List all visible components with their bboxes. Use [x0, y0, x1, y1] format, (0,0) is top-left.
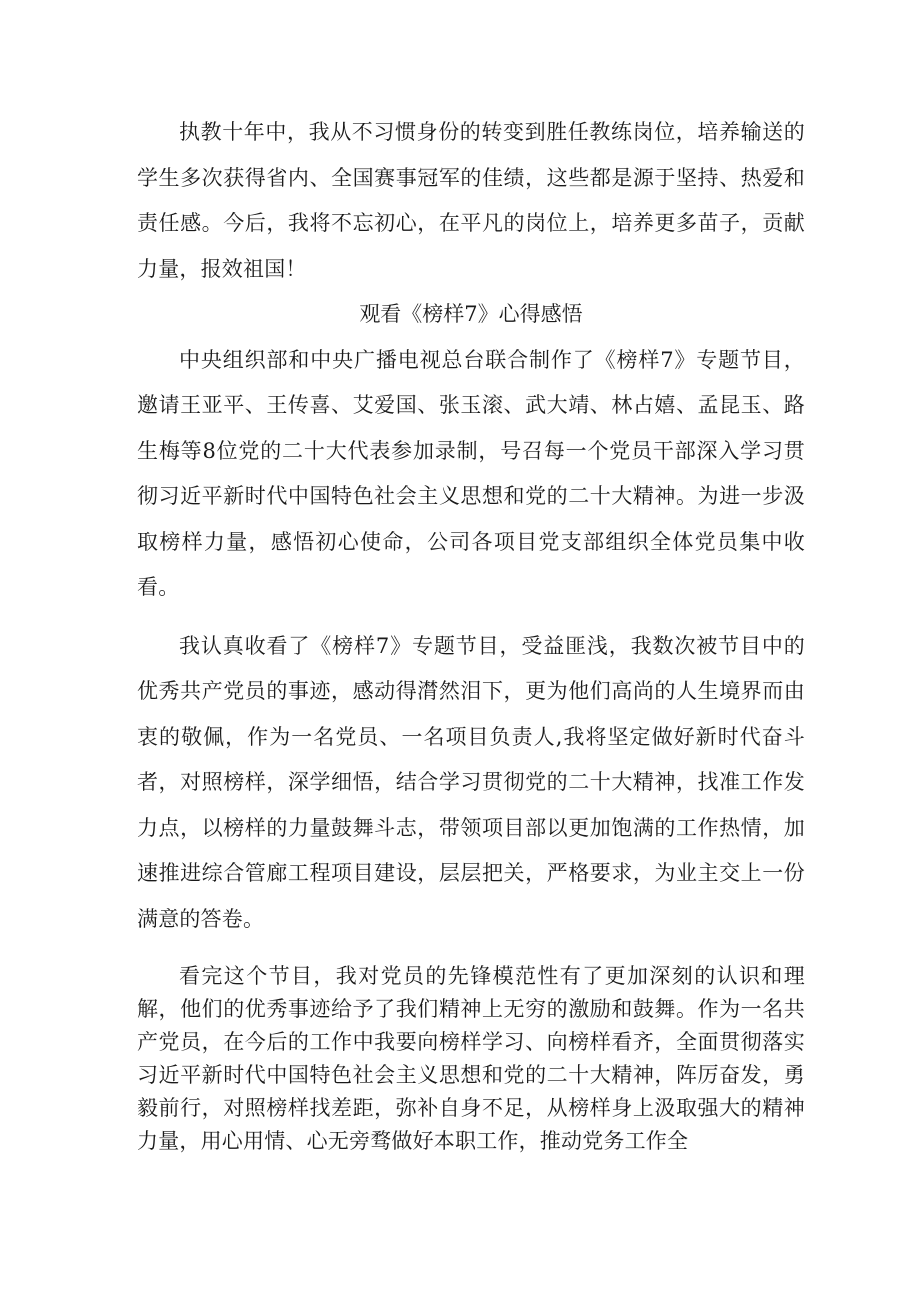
- paragraph-4: 看完这个节目，我对党员的先锋模范性有了更加深刻的认识和理解，他们的优秀事迹给予了我们精神上无穷的激励和鼓舞。作为一名共产党员，在今后的工作中我要向榜样学习、向榜样看齐，全面贯彻落实习近平新时代中国特色社会主义思想和党的二十大精神，阵厉奋发，勇毅前行，对照榜样找差距，弥补自身不足，从榜样身上汲取强大的精神力量，用心用情、心无旁骛做好本职工作，推动党务工作全: [137, 964, 805, 1153]
- paragraph-1: 执教十年中，我从不习惯身份的转变到胜任教练岗位，培养输送的学生多次获得省内、全国赛事冠军的佳绩，这些都是源于坚持、热爱和责任感。今后，我将不忘初心，在平凡的岗位上，培养更多苗子，贡献力量，报效祖国！: [137, 120, 805, 281]
- article-title: 观看《榜样7》心得感悟: [359, 302, 583, 326]
- paragraph-3: 我认真收看了《榜样7》专题节目，受益匪浅，我数次被节目中的优秀共产党员的事迹，感动得潸然泪下，更为他们高尚的人生境界而由衷的敬佩，作为一名党员、一名项目负责人,我将坚定做好新时代奋斗者，对照榜样，深学细悟，结合学习贯彻党的二十大精神，找准工作发力点，以榜样的力量鼓舞斗志，带领项目部以更加饱满的工作热情，加速推进综合管廊工程项目建设，层层把关，严格要求，为业主交上一份满意的答卷。: [137, 633, 805, 931]
- paragraph-2: 中央组织部和中央广播电视总台联合制作了《榜样7》专题节目，邀请王亚平、王传喜、艾爱国、张玉滚、武大靖、林占嬉、孟昆玉、路生梅等8位党的二十大代表参加录制，号召每一个党员干部深入学习贯彻习近平新时代中国特色社会主义思想和党的二十大精神。为进一步汲取榜样力量，感悟初心使命，公司各项目党支部组织全体党员集中收看。: [137, 347, 805, 599]
- document-page: [137, 110, 805, 1158]
